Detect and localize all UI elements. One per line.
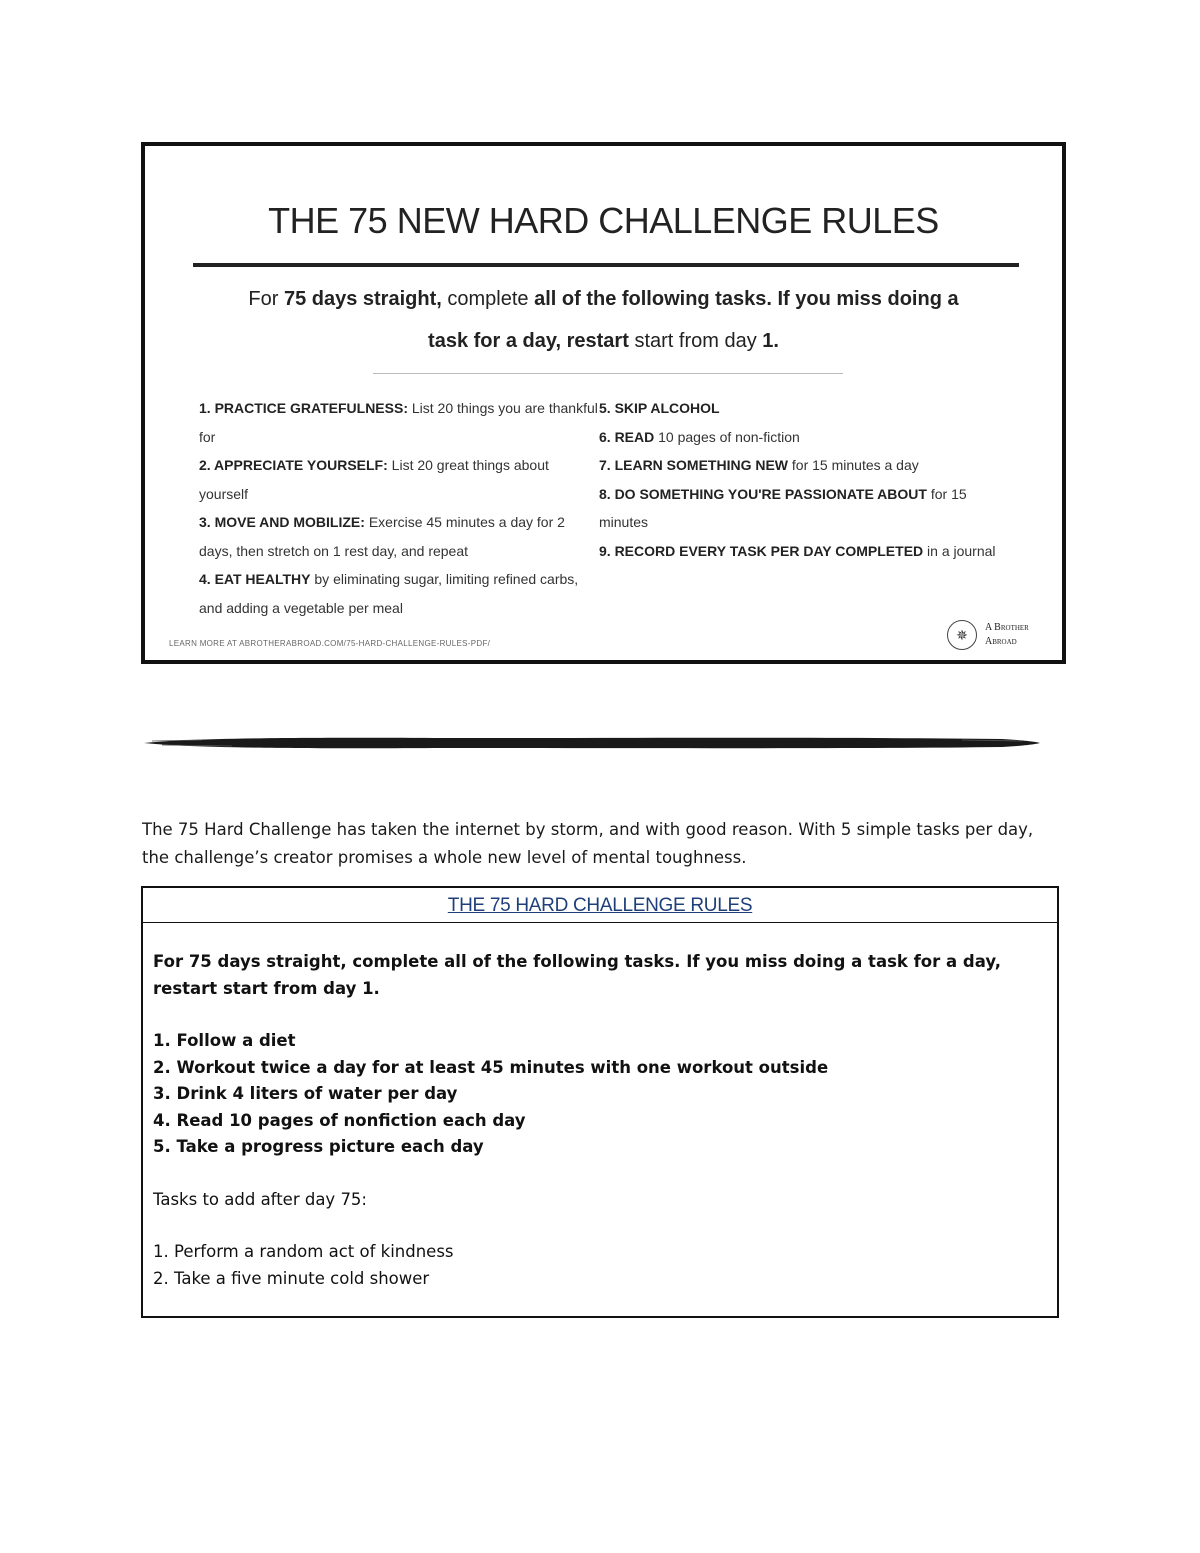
rule-text: for 15 minutes a day bbox=[788, 457, 919, 473]
rule-item bbox=[199, 565, 599, 622]
intro-text: , bbox=[436, 288, 448, 310]
rule-heading: 7. LEARN SOMETHING NEW bbox=[599, 457, 789, 473]
rule-heading: 1. PRACTICE GRATEFULNESS: bbox=[199, 400, 408, 416]
after-task-item: 2. Take a five minute cold shower bbox=[153, 1268, 430, 1288]
rules-infographic bbox=[141, 142, 1066, 664]
rule-item bbox=[599, 537, 1009, 566]
rule-item bbox=[199, 451, 599, 508]
rule-item bbox=[199, 508, 599, 565]
rules-column-left bbox=[199, 394, 599, 622]
rule-text: for 15 minutes bbox=[599, 485, 967, 530]
after-day-heading: Tasks to add after day 75: bbox=[153, 1189, 367, 1209]
intro-text: For bbox=[248, 288, 284, 310]
intro-divider bbox=[373, 373, 843, 374]
rule-text: List 20 great things about yourself bbox=[199, 457, 549, 502]
task-item: 4. Read 10 pages of nonfiction each day bbox=[153, 1110, 526, 1130]
intro-text: 75 days straight bbox=[283, 288, 437, 310]
rule-heading: 5. SKIP ALCOHOL bbox=[599, 400, 720, 416]
task-item: 3. Drink 4 liters of water per day bbox=[153, 1084, 458, 1103]
rule-heading: 6. READ bbox=[599, 428, 655, 445]
intro-paragraph: The 75 Hard Challenge has taken the internet by storm, and with good reason. With 5 simple tasks per day, the challenge’s creator promises a whole new level of mental toughness. bbox=[142, 820, 1034, 867]
rules-table-body bbox=[143, 923, 1057, 1292]
rule-text: in a journal bbox=[923, 542, 996, 559]
rule-heading: 4. EAT HEALTHY bbox=[199, 571, 311, 587]
rule-item bbox=[599, 394, 1009, 423]
compass-emblem-icon: ✵ bbox=[947, 620, 977, 650]
rule-text: Exercise 45 minutes a day for 2 days, then stretch on 1 rest day, and repeat bbox=[199, 514, 565, 559]
task-item: 5. Take a progress picture each day bbox=[153, 1137, 484, 1156]
brand-name bbox=[985, 621, 1045, 649]
rule-text: List 20 things you are thankful for bbox=[199, 400, 598, 445]
rule-item bbox=[199, 394, 599, 451]
title-divider bbox=[193, 263, 1019, 267]
infographic-intro bbox=[205, 278, 1002, 362]
intro-text: all of the following tasks. bbox=[528, 288, 778, 310]
brand-line: Abroad bbox=[985, 636, 1017, 647]
intro-text: task for a day, restart bbox=[428, 330, 629, 352]
brush-divider bbox=[142, 733, 1042, 753]
after-task-item: 1. Perform a random act of kindness bbox=[153, 1242, 454, 1261]
rule-item bbox=[599, 451, 1009, 480]
task-item: 2. Workout twice a day for at least 45 minutes with one workout outside bbox=[153, 1057, 829, 1077]
task-item: 1. Follow a diet bbox=[153, 1031, 296, 1050]
brand-line: A Brother bbox=[985, 622, 1029, 633]
intro-text: complete bbox=[447, 288, 529, 310]
rule-item bbox=[599, 480, 1009, 537]
infographic-footer-link: LEARN MORE AT ABROTHERABROAD.COM/75-HARD-CHALLENGE-RULES-PDF/ bbox=[169, 639, 491, 648]
rule-heading: 9. RECORD EVERY TASK PER DAY COMPLETED bbox=[599, 542, 924, 559]
rule-text: by eliminating sugar, limiting refined carbs, and adding a vegetable per meal bbox=[199, 571, 579, 616]
intro-text: If you miss doing a bbox=[777, 288, 959, 310]
rule-heading: 8. DO SOMETHING YOU'RE PASSIONATE ABOUT bbox=[599, 485, 927, 502]
rules-table-header: THE 75 HARD CHALLENGE RULES bbox=[143, 888, 1057, 923]
intro-text: start from day bbox=[628, 330, 763, 352]
rule-heading: 3. MOVE AND MOBILIZE: bbox=[199, 514, 365, 530]
rule-text: 10 pages of non-fiction bbox=[654, 428, 800, 445]
rule-heading: 2. APPRECIATE YOURSELF: bbox=[199, 457, 388, 473]
intro-text: 1. bbox=[762, 330, 779, 352]
rule-item bbox=[599, 423, 1009, 452]
infographic-title: THE 75 NEW HARD CHALLENGE RULES bbox=[268, 200, 939, 241]
brand-logo bbox=[947, 620, 1045, 650]
rules-column-right bbox=[599, 394, 1009, 565]
rules-intro: For 75 days straight, complete all of the following tasks. If you miss doing a task for a day, restart start from day 1. bbox=[153, 952, 1002, 998]
rules-table bbox=[141, 886, 1059, 1318]
